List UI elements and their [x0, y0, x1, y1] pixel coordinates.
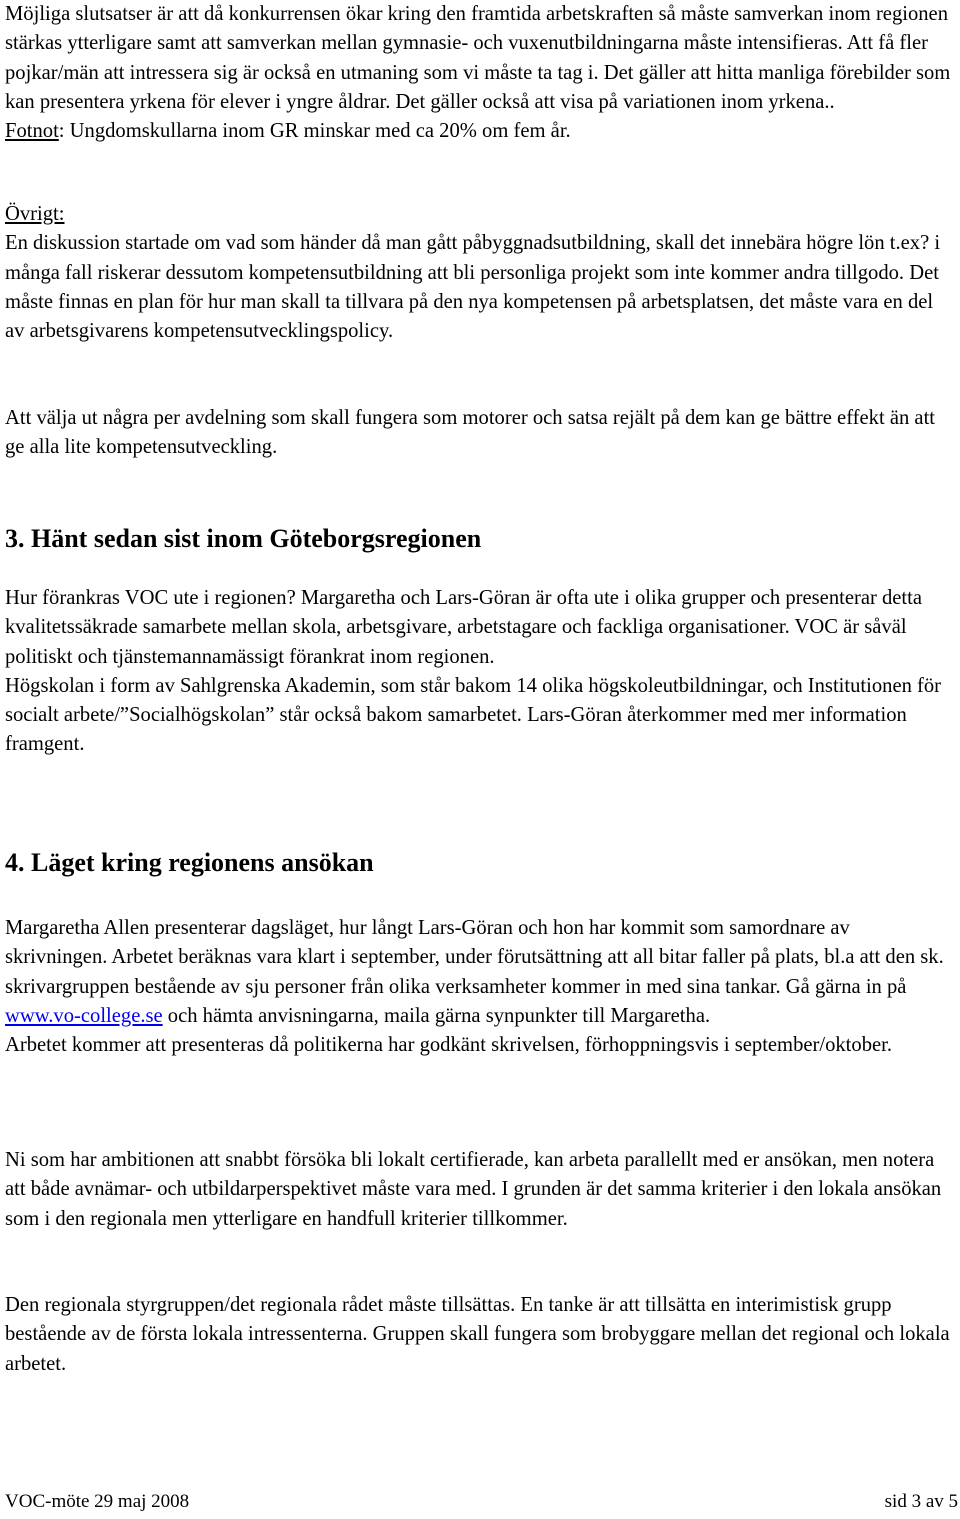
vo-college-link[interactable]: www.vo-college.se: [5, 1004, 163, 1027]
footer-meeting-date: VOC-möte 29 maj 2008: [5, 1491, 190, 1512]
motorer-paragraph: [5, 404, 955, 463]
footnote-label: Fotnot: [5, 120, 59, 143]
section-3-body: [5, 584, 955, 760]
section-4-para-3: Ni som har ambitionen att snabbt försöka bli lokalt certifierade, kan arbeta parallellt med er ansökan, men notera att både avnämar- och utbildarperspektivet måste vara med. I grunden är det samma kriterier i den lokala ansökan som i den regionala men ytterligare en handfull kriterier tillkommer.: [5, 1149, 942, 1230]
section-3-para-2: Högskolan i form av Sahlgrenska Akademin, som står bakom 14 olika högskoleutbildningar, och Institutionen för socialt arbete/”Socialhögskolan” står också bakom samarbetet. Lars-Göran återkommer med mer information framgent.: [5, 674, 942, 756]
section-4-para-1-after: och hämta anvisningarna, maila gärna synpunkter till Margaretha.: [162, 1004, 711, 1027]
section-4-para-2: Arbetet kommer att presenteras då politikerna har godkänt skrivelsen, förhoppningsvis i september/oktober.: [5, 1034, 893, 1057]
footer-page-number: sid 3 av 5: [884, 1491, 958, 1512]
section-3-para-1: Hur förankras VOC ute i regionen? Margaretha och Lars-Göran är ofta ute i olika grupper och presenterar detta kvalitetssäkrade samarbete mellan skola, arbetsgivare, arbetstagare och fackliga organisationer. VOC är såväl politiskt och tjänstemannamässigt förankrat inom regionen.: [5, 587, 923, 668]
ovrigt-section: [5, 200, 955, 346]
section-4-para-4: Den regionala styrgruppen/det regionala rådet måste tillsättas. En tanke är att tillsätta en interimistisk grupp bestående av de första lokala intressenterna. Gruppen skall fungera som brobyggare mellan det regional och lokala arbetet.: [5, 1294, 950, 1375]
intro-text: [5, 0, 955, 146]
section-4-para-4-block: [5, 1291, 955, 1379]
section-4-para-1: [5, 914, 955, 1031]
ovrigt-text: En diskussion startade om vad som händer då man gått påbyggnadsutbildning, skall det innebära högre lön t.ex? i många fall riskerar dessutom kompetensutbildning att bli personliga projekt som inte kommer andra tillgodo. Det måste finnas en plan för hur man skall ta tillvara på den nya kompetensen på arbetsplatsen, det måste vara en del av arbetsgivarens kompetensutvecklingspolicy.: [5, 232, 941, 343]
motorer-text: Att välja ut några per avdelning som skall fungera som motorer och satsa rejält på dem kan ge bättre effekt än att ge alla lite kompetensutveckling.: [5, 407, 936, 459]
section-4-para-1-before: Margaretha Allen presenterar dagsläget, hur långt Lars-Göran och hon har kommit som samordnare av skrivningen. Arbetet beräknas vara klart i september, under förutsättning att all bitar faller på plats, bl.a att den sk. skrivargruppen bestående av sju personer från olika verksamheter kommer in med sina tankar. Gå gärna in på: [5, 917, 944, 998]
section-3-heading: 3. Hänt sedan sist inom Göteborgsregionen: [5, 524, 482, 553]
section-4-para-3-block: [5, 1146, 955, 1234]
intro-conclusions: Möjliga slutsatser är att då konkurrensen ökar kring den framtida arbetskraften så måste samverkan inom regionen stärkas ytterligare samt att samverkan mellan gymnasie- och vuxenutbildningarna måste intensifieras. Att få fler pojkar/män att intressera sig är också en utmaning som vi måste ta tag i. Det gäller att hitta manliga förebilder som kan presentera yrkena för elever i yngre åldrar. Det gäller också att visa på variationen inom yrkena..: [5, 3, 951, 113]
footnote-text: : Ungdomskullarna inom GR minskar med ca 20% om fem år.: [58, 120, 571, 143]
ovrigt-label-text: Övrigt:: [5, 203, 65, 225]
section-4-heading: 4. Läget kring regionens ansökan: [5, 848, 374, 877]
ovrigt-label: [5, 200, 955, 229]
section-4-body: [5, 914, 955, 1060]
intro-paragraph: [5, 0, 955, 146]
